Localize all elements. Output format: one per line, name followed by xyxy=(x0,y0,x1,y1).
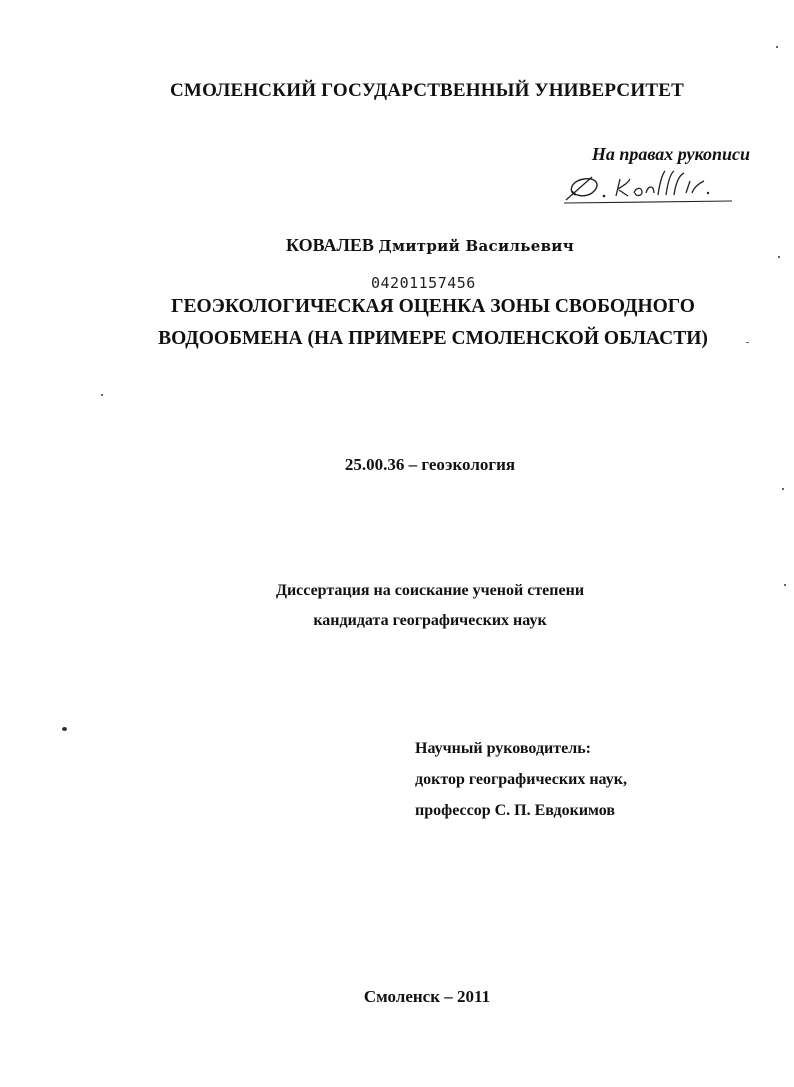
specialty-code: 25.00.36 – геоэкология xyxy=(344,455,516,474)
scan-speck xyxy=(784,584,786,586)
scan-speck xyxy=(776,46,778,48)
scan-speck xyxy=(101,394,103,396)
scan-speck xyxy=(62,727,67,731)
dissertation-title-line-2: ВОДООБМЕНА (НА ПРИМЕРЕ СМОЛЕНСКОЙ ОБЛАСТИ) xyxy=(158,328,708,349)
scan-speck xyxy=(746,342,749,343)
scan-speck xyxy=(778,256,780,258)
author-signature xyxy=(562,163,734,205)
catalog-number-stamp: 04201157456 xyxy=(371,274,476,292)
university-name: СМОЛЕНСКИЙ ГОСУДАРСТВЕННЫЙ УНИВЕРСИТЕТ xyxy=(170,80,684,101)
dissertation-title-line-1: ГЕОЭКОЛОГИЧЕСКАЯ ОЦЕНКА ЗОНЫ СВОБОДНОГО xyxy=(171,296,695,317)
degree-statement-line-1: Диссертация на соискание ученой степени xyxy=(275,582,585,599)
advisor-name: профессор С. П. Евдокимов xyxy=(415,802,615,819)
scan-speck xyxy=(782,488,784,490)
author-surname: КОВАЛЕВ xyxy=(285,235,374,255)
author-name xyxy=(33,235,794,256)
city-and-year: Смоленск – 2011 xyxy=(363,987,491,1006)
degree-statement-line-2: кандидата географических наук xyxy=(313,612,547,629)
advisor-heading: Научный руководитель: xyxy=(415,740,591,757)
manuscript-rights-note: На правах рукописи xyxy=(591,144,750,164)
author-given-names: Дмитрий Васильевич xyxy=(378,237,575,255)
advisor-degree: доктор географических наук, xyxy=(415,771,627,788)
